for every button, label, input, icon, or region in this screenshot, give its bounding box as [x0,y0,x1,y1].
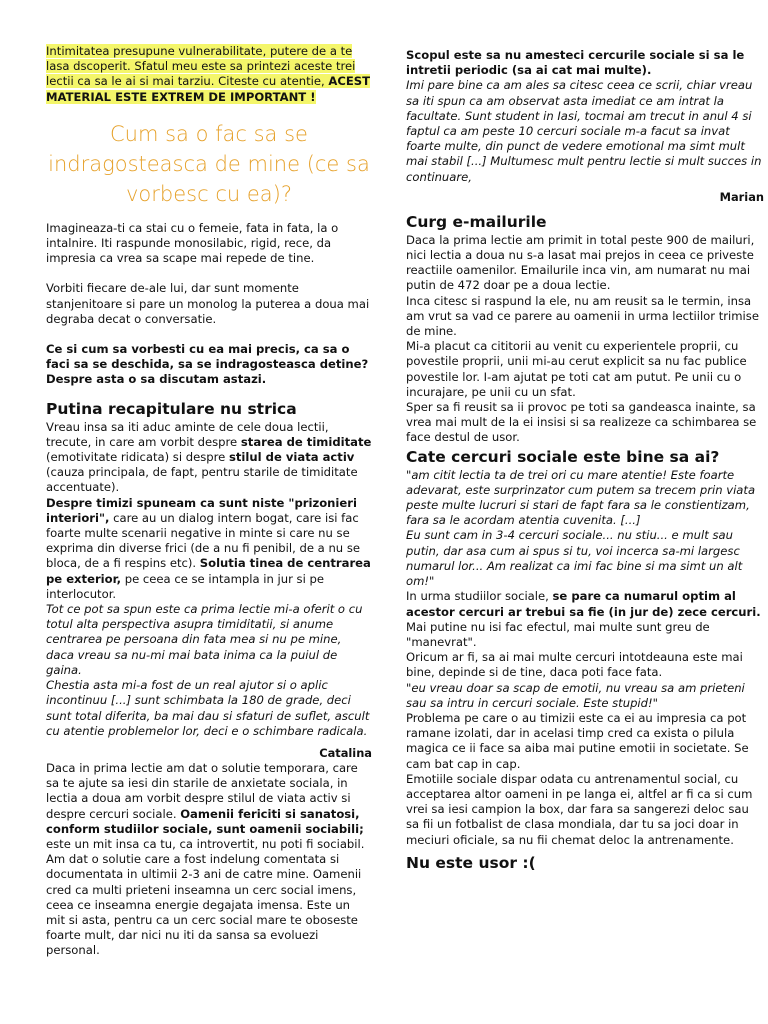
paragraph: Daca in prima lectie am dat o solutie temporara, care sa te ajute sa iesi din starile de anxietate sociala, in lectia a doua am vorbit despre stilul de viata activ si despre cercuri sociale. Oamenii fericiti si sanatosi, conform studiilor sociale, sunt oamenii sociabili; este un mit insa ca tu, ca introvertit, nu poti fi sociabil. [46,760,365,851]
paragraph: In urma studiilor sociale, se pare ca numarul optim al acestor cercuri ar trebui sa fie (in jur de) zece cercuri. Mai putine nu isi fac efectul, mai multe sunt greu de "manevrat". [406,589,761,649]
intro-highlight [46,44,372,105]
intro-text: Intimitatea presupune vulnerabilitate, putere de a te lasa dscoperit. Sfatul meu este sa printezi aceste trei lectii ca sa le ai si mai tarziu. Citeste cu atentie, [46,44,356,89]
paragraph: Mi-a placut ca cititorii au venit cu experientele proprii, cu povestile proprii, unii mi-au cerut explicit sa nu fac publice povestile lor. I-am ajutat pe toti cat am putut. Pe unii cu o incurajare, pe unii cu un sfat. [406,339,747,399]
quote: "eu vreau doar sa scap de emotii, nu vreau sa am prieteni sau sa intru in cercuri sociale. Este stupid!" [406,680,745,710]
quote: "am citit lectia ta de trei ori cu mare atentie! Este foarte adevarat, este surprinzator cum putem sa trecem prin viata peste multe lucruri si stari de fapt fara sa le constientizam, fara sa le acordam atentia cuvenita. [...] [406,467,756,528]
paragraph: Vorbiti fiecare de-ale lui, dar sunt momente stanjenitoare si pare un monolog la puterea a doua mai degraba decat o conversatie. [46,281,370,326]
section-heading: Putina recapitulare nu strica [46,399,297,418]
paragraph: Am dat o solutie care a fost indelung comentata si documentata in ultimii 2-3 ani de catre mine. Oamenii cred ca multi prieteni inseamna un cerc social imens, ceea ce inseamna energie degajata imensa. Este un mit si asta, pentru ca un cerc social mare te oboseste foarte mult, dar nici nu iti da sansa sa evoluezi personal. [46,852,362,958]
quote: Imi pare bine ca am ales sa citesc ceea ce scrii, chiar vreau sa iti spun ca am observat asta imediat ce am intrat la facultate. Sunt student in Iasi, tocmai am trecut in anul 4 si faptul ca am peste 10 cercuri sociale m-a facut sa invat foarte multe, din punct de vedere emotional ma simt mult mai stabil [...] Multumesc mult pentru lectie si mult succes in continuare, [406,78,762,184]
signature: Marian [719,189,764,204]
section-heading: Cate cercuri sociale este bine sa ai? [406,447,720,466]
intro-important: ACEST MATERIAL ESTE EXTREM DE IMPORTANT ! [46,74,371,104]
paragraph-bold: Ce si cum sa vorbesti cu ea mai precis, ca sa o faci sa se deschida, sa se indragosteasca detine? Despre asta o sa discutam astazi. [46,342,369,387]
quote: Chestia asta mi-a fost de un real ajutor si o aplic incontinuu [...] sunt schimbata la 180 de grade, deci sunt total diferita, ba mai dau si sfaturi de suflet, ascult cu atentie problemelor lor, deci e o schimbare radicala. [46,678,370,738]
signature: Catalina [319,745,372,760]
left-column [46,44,372,959]
paragraph: Problema pe care o au timizii este ca ei au impresia ca pot ramane izolati, dar in acelasi timp cred ca exista o pilula magica ce ii face sa aiba mai putine emotii in societate. Se cam bat cap in cap. [406,710,749,771]
paragraph: Vreau insa sa iti aduc aminte de cele doua lectii, trecute, in care am vorbit despre starea de timiditate (emotivitate ridicata) si despre stilul de viata activ (cauza principala, de fapt, pentru starile de timiditate accentuate). [46,419,372,495]
section-heading: Nu este usor :( [406,853,536,872]
quote: Eu sunt cam in 3-4 cercuri sociale... nu stiu... e mult sau putin, dar asa cum ai spus si tu, voi incerca sa-mi largesc numarul lor... Am realizat ca imi fac bine si ma simt un alt om!" [406,528,743,589]
section-heading: Curg e-mailurile [406,212,547,231]
paragraph: Oricum ar fi, sa ai mai multe cercuri intotdeauna este mai bine, depinde si de tine, daca poti face fata. [406,650,743,680]
paragraph: Daca la prima lectie am primit in total peste 900 de mailuri, nici lectia a doua nu s-a lasat mai prejos in ceea ce priveste reactiile oamenilor. Emailurile inca vin, am numarat nu mai putin de 472 doar pe a doua lectie. [406,232,755,293]
paragraph: Imagineaza-ti ca stai cu o femeie, fata in fata, la o intalnire. Iti raspunde monosilabic, rigid, rece, da impresia ca vrea sa scape mai repede de tine. [46,220,339,266]
paragraph: Sper sa fi reusit sa ii provoc pe toti sa gandeasca inainte, sa vrea mai mult de la ei insisi si sa realizeze ca schimbarea se face destul de usor. [406,400,757,445]
paragraph: Despre timizi spuneam ca sunt niste "prizonieri interiori", care au un dialog intern bogat, care isi fac foarte multe scenarii negative in minte si care nu se exprima din diverse frici (de a nu fi penibil, de a nu se bloca, de a fi respins etc). Solutia tinea de centrarea pe exterior, pe ceea ce se intampla in jur si pe interlocutor. [46,495,371,601]
paragraph-bold: Scopul este sa nu amesteci cercurile sociale si sa le intretii periodic (sa ai cat mai multe). [406,48,745,78]
paragraph: Inca citesc si raspund la ele, nu am reusit sa le termin, insa am vrut sa vad ce parere au oamenii in urma lectiilor trimise de mine. [406,293,759,339]
paragraph: Emotiile sociale dispar odata cu antrenamentul social, cu acceptarea altor oameni in pe langa ei, altfel ar fi ca si cum vrei sa iesi campion la box, dar fara sa sangerezi deloc sau sa fii un fotbalist de clasa mondiala, dar tu sa joci doar in meciuri oficiale, sa nu fii chemat deloc la antrenamente. [406,771,753,847]
article-title: Cum sa o fac sa se indragosteasca de mine (ce sa vorbesc cu ea)? [48,121,370,206]
right-column [406,48,764,874]
quote: Tot ce pot sa spun este ca prima lectie mi-a oferit o cu totul alta perspectiva asupra timiditatii, si anume centrarea pe persoana din fata mea si nu pe mine, daca vreau sa nu-mi mai bata inima ca la puiul de gaina. [46,602,363,677]
